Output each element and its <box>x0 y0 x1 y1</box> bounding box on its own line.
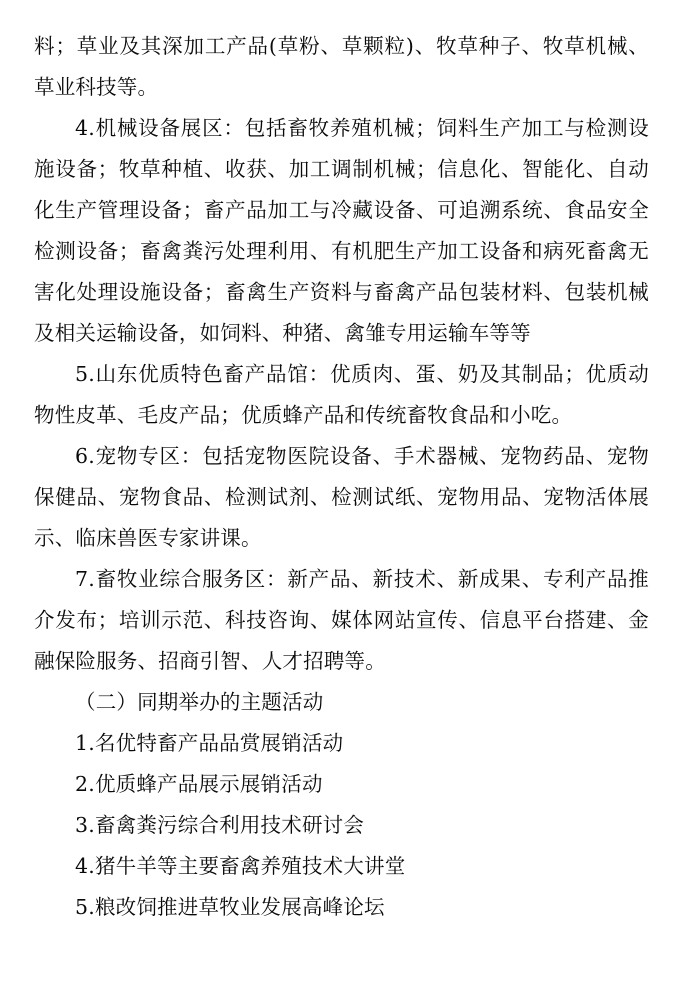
paragraph-continuation: 料；草业及其深加工产品(草粉、草颗粒)、牧草种子、牧草机械、草业科技等。 <box>34 34 649 99</box>
paragraph-item-4: 4.机械设备展区：包括畜牧养殖机械；饲料生产加工与检测设施设备；牧草种植、收获、加工调制机械；信息化、智能化、自动化生产管理设备；畜产品加工与冷藏设备、可追溯系统、食品安全检测设备；畜禽粪污处理利用、有机肥生产加工设备和病死畜禽无害化处理设施设备；畜禽生产资料与畜禽产品包装材料、包装机械及相关运输设备，如饲料、种猪、禽雏专用运输车等等 <box>34 116 649 345</box>
paragraph-activity-2: 2.优质蜂产品展示展销活动 <box>75 772 323 796</box>
document-body <box>34 26 649 928</box>
paragraph-activity-4: 4.猪牛羊等主要畜禽养殖技术大讲堂 <box>75 854 406 878</box>
paragraph-activity-5: 5.粮改饲推进草牧业发展高峰论坛 <box>75 895 385 919</box>
paragraph-item-6: 6.宠物专区：包括宠物医院设备、手术器械、宠物药品、宠物保健品、宠物食品、检测试剂、检测试纸、宠物用品、宠物活体展示、临床兽医专家讲课。 <box>34 444 649 550</box>
paragraph-activity-3: 3.畜禽粪污综合利用技术研讨会 <box>75 813 365 837</box>
paragraph-item-7: 7.畜牧业综合服务区：新产品、新技术、新成果、专利产品推介发布；培训示范、科技咨询、媒体网站宣传、信息平台搭建、金融保险服务、招商引智、人才招聘等。 <box>34 567 649 673</box>
paragraph-section-2-heading: （二）同期举办的主题活动 <box>75 690 324 714</box>
paragraph-item-5: 5.山东优质特色畜产品馆：优质肉、蛋、奶及其制品；优质动物性皮革、毛皮产品；优质蜂产品和传统畜牧食品和小吃。 <box>34 362 649 427</box>
paragraph-activity-1: 1.名优特畜产品品赏展销活动 <box>75 731 344 755</box>
